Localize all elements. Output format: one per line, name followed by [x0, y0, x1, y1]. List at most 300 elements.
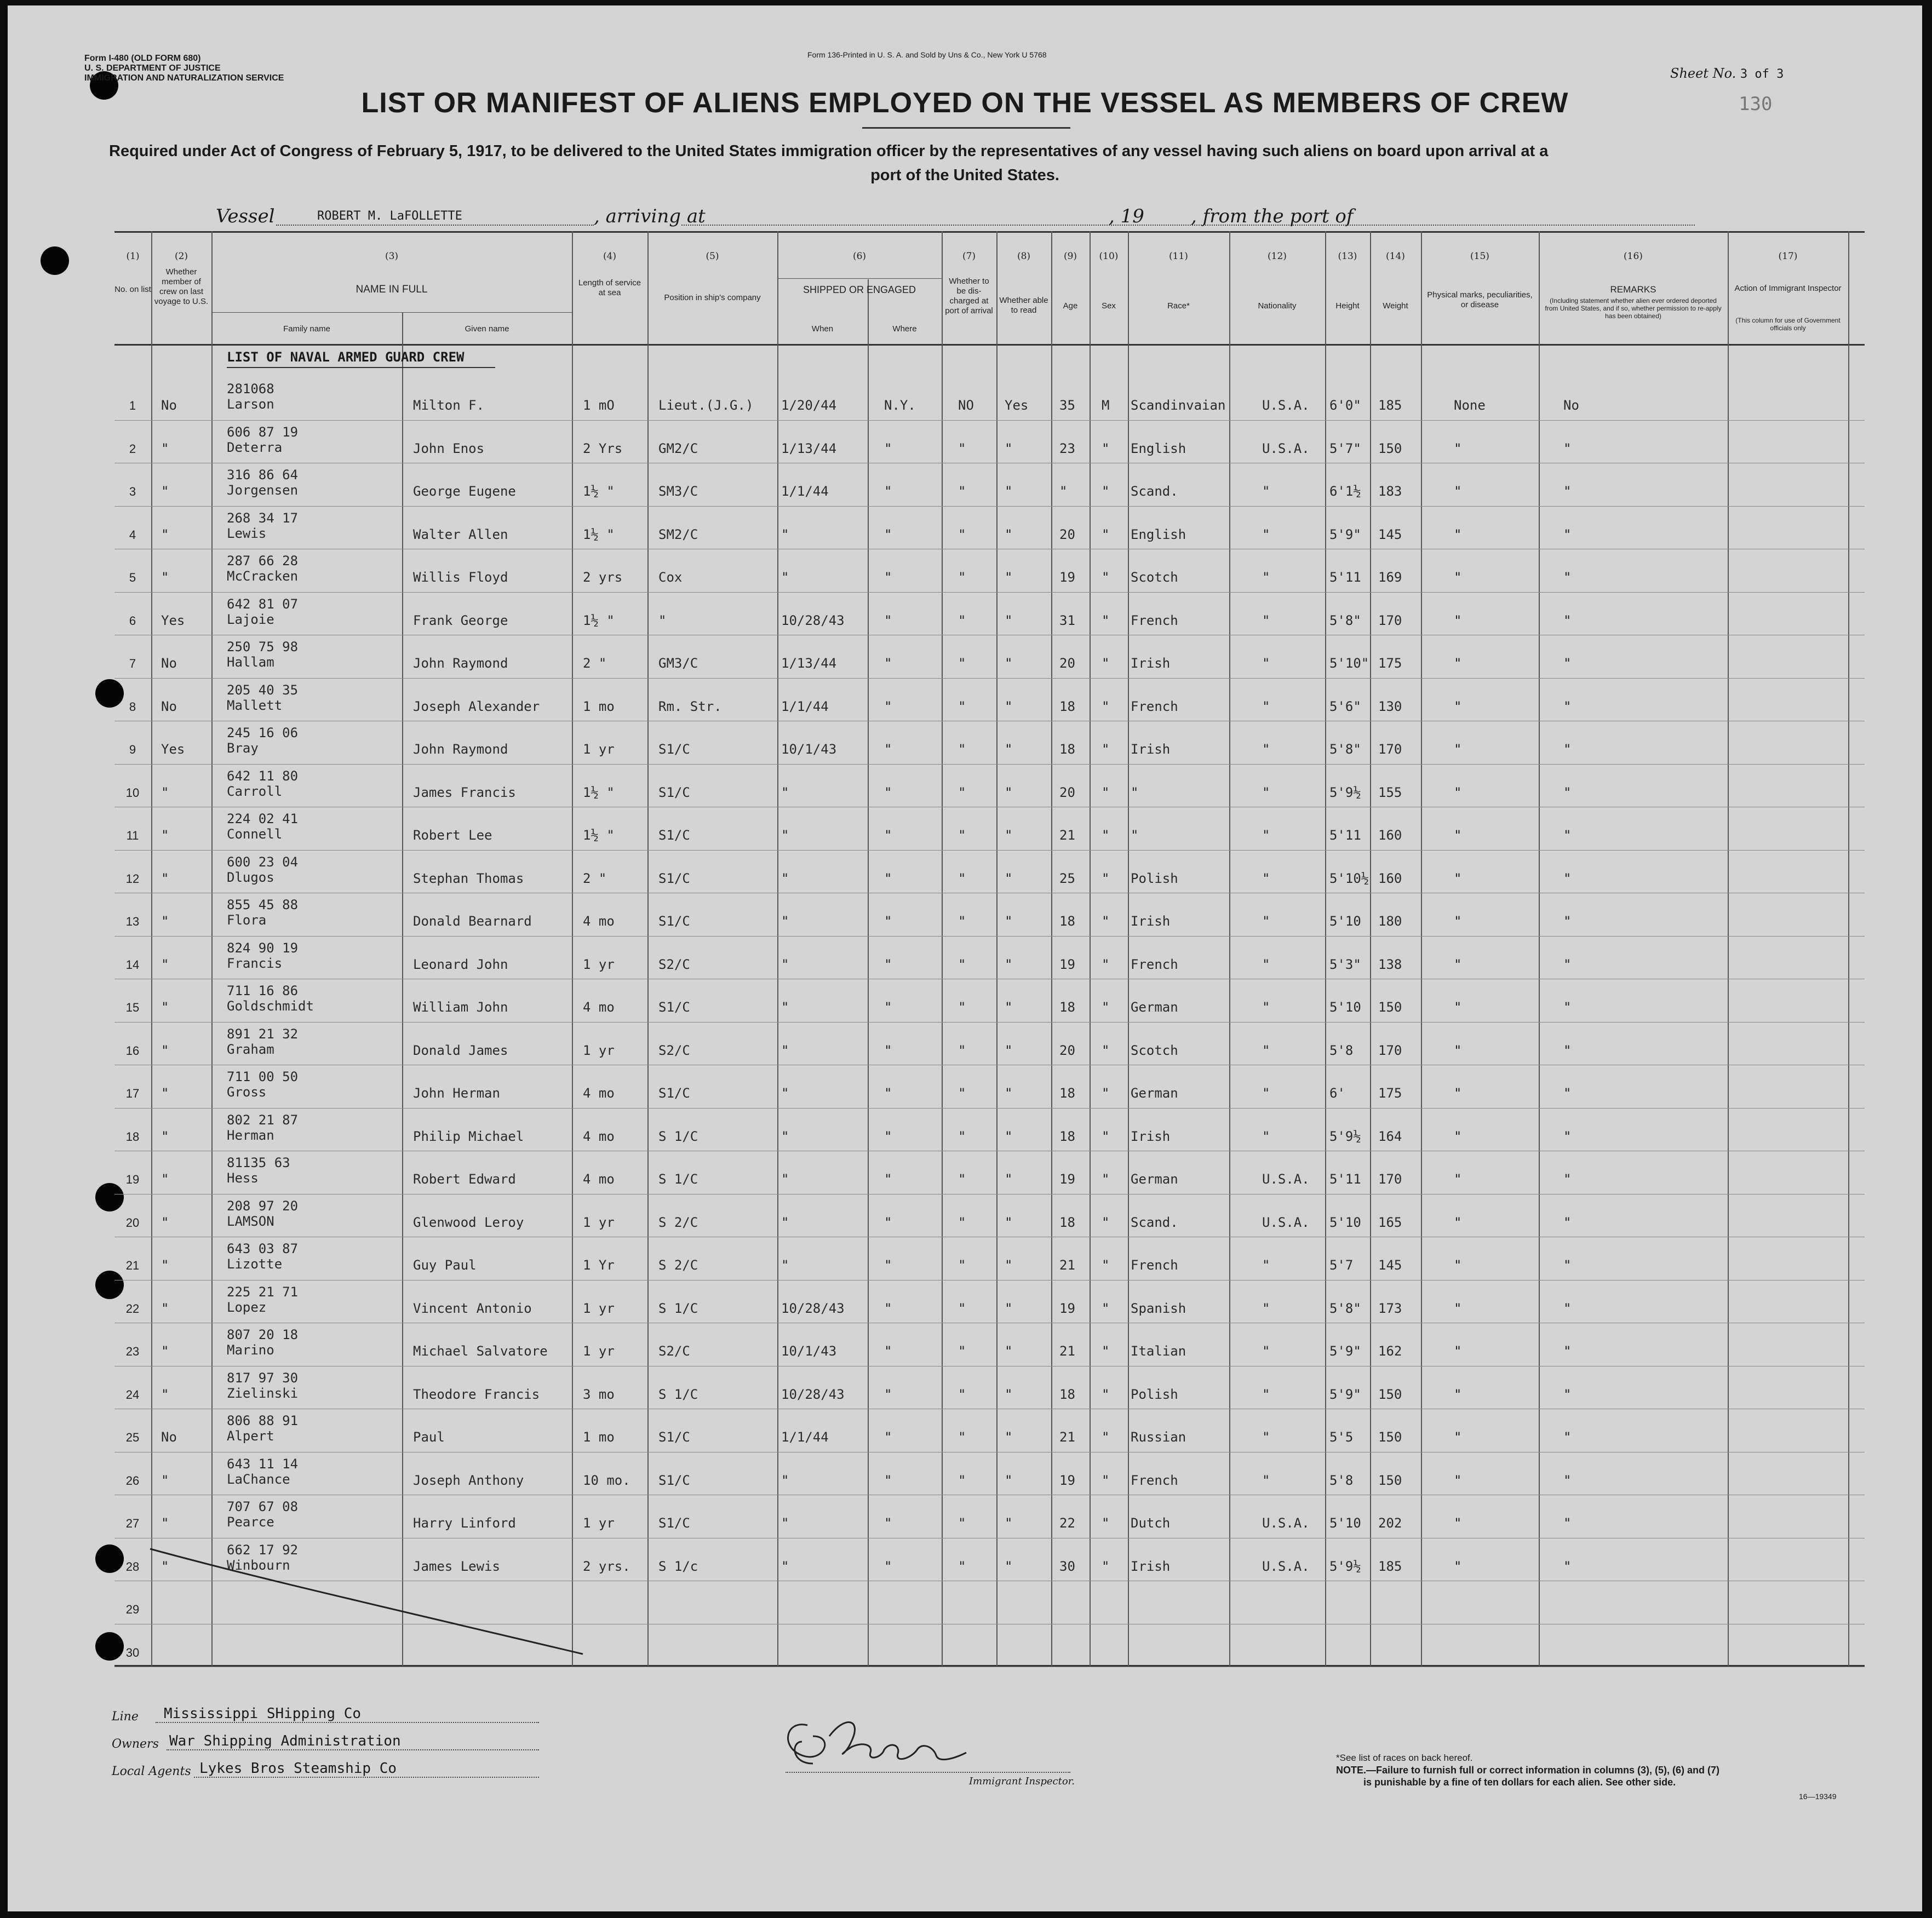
- col-6-number: (6): [852, 251, 867, 262]
- family-name-cell: Carroll: [227, 783, 283, 799]
- height-cell: 5'7": [1329, 440, 1361, 456]
- able-to-read-cell: ": [1005, 1214, 1013, 1230]
- column-rule: [1421, 231, 1422, 1666]
- position-cell: SM3/C: [658, 484, 698, 499]
- service-number-cell: 316 86 64: [227, 467, 299, 483]
- family-name-cell: Flora: [227, 912, 267, 928]
- physical-marks-cell: ": [1454, 484, 1462, 499]
- shipped-place-cell: ": [884, 484, 892, 499]
- shipped-place-cell: ": [884, 828, 892, 843]
- row-number: 16: [125, 1043, 140, 1058]
- col-11-number: (11): [1169, 251, 1188, 262]
- weight-cell: 150: [1378, 1000, 1402, 1015]
- discharge-cell: ": [958, 1042, 966, 1058]
- race-cell: Spanish: [1131, 1300, 1186, 1316]
- row-rule: [114, 764, 1865, 765]
- race-cell: Scotch: [1131, 570, 1178, 585]
- given-name-cell: Milton F.: [413, 398, 485, 413]
- col-5-heading: Position in ship's company: [664, 293, 761, 302]
- sex-cell: ": [1102, 784, 1110, 800]
- family-name-cell: Connell: [227, 826, 283, 842]
- sex-cell: ": [1102, 914, 1110, 929]
- remarks-cell: ": [1563, 1042, 1572, 1058]
- punch-hole: [95, 1183, 124, 1211]
- prev-voyage-cell: ": [161, 784, 169, 800]
- position-cell: S 1/C: [658, 1172, 698, 1187]
- age-cell: 23: [1059, 440, 1075, 456]
- nationality-cell: U.S.A.: [1262, 1172, 1310, 1187]
- able-to-read-cell: ": [1005, 526, 1013, 542]
- shipped-place-cell: ": [884, 1300, 892, 1316]
- line-rule: [156, 1722, 539, 1723]
- shipped-date-cell: 10/28/43: [781, 612, 845, 628]
- able-to-read-cell: ": [1005, 870, 1013, 886]
- nationality-cell: ": [1262, 1257, 1270, 1273]
- discharge-cell: ": [958, 440, 966, 456]
- nationality-cell: ": [1262, 698, 1270, 714]
- nationality-cell: ": [1262, 1000, 1270, 1015]
- able-to-read-cell: ": [1005, 1257, 1013, 1273]
- height-cell: 5'9½: [1329, 784, 1361, 800]
- able-to-read-cell: ": [1005, 656, 1013, 671]
- race-cell: Irish: [1131, 1558, 1171, 1574]
- height-cell: 5'7: [1329, 1257, 1354, 1273]
- height-cell: 5'9": [1329, 1343, 1361, 1359]
- family-name-cell: Hess: [227, 1170, 259, 1186]
- age-cell: 31: [1059, 612, 1075, 628]
- agents-rule: [194, 1777, 539, 1778]
- weight-cell: 180: [1378, 914, 1402, 929]
- weight-cell: 170: [1378, 1172, 1402, 1187]
- family-name-cell: Dlugos: [227, 869, 274, 885]
- sheet-stamp: 130: [1739, 93, 1773, 115]
- physical-marks-cell: ": [1454, 612, 1462, 628]
- given-name-cell: Joseph Anthony: [413, 1472, 524, 1488]
- height-cell: 5'10: [1329, 1214, 1361, 1230]
- age-cell: 35: [1059, 398, 1075, 413]
- height-cell: 5'8": [1329, 612, 1361, 628]
- sex-cell: ": [1102, 956, 1110, 972]
- prev-voyage-cell: ": [161, 1515, 169, 1531]
- col-5-number: (5): [706, 251, 719, 262]
- prev-voyage-cell: ": [161, 1472, 169, 1488]
- age-cell: 18: [1059, 698, 1075, 714]
- discharge-cell: ": [958, 784, 966, 800]
- service-length-cell: 1 mo: [583, 1429, 615, 1445]
- position-cell: ": [658, 612, 667, 628]
- service-number-cell: 205 40 35: [227, 682, 299, 698]
- nationality-cell: ": [1262, 1086, 1270, 1101]
- row-number: 19: [125, 1173, 140, 1186]
- physical-marks-cell: ": [1454, 1386, 1462, 1402]
- service-length-cell: 1 yr: [583, 956, 615, 972]
- race-cell: Polish: [1131, 1386, 1178, 1402]
- sex-cell: ": [1102, 698, 1110, 714]
- shipped-place-cell: ": [884, 612, 892, 628]
- height-cell: 5'10: [1329, 1000, 1361, 1015]
- column-rule: [868, 279, 869, 1666]
- age-cell: 20: [1059, 526, 1075, 542]
- inspector-label: Immigrant Inspector.: [969, 1776, 1075, 1787]
- remarks-cell: ": [1563, 526, 1572, 542]
- physical-marks-cell: ": [1454, 1128, 1462, 1144]
- shipped-date-cell: ": [781, 784, 789, 800]
- able-to-read-cell: ": [1005, 1343, 1013, 1359]
- race-cell: English: [1131, 440, 1186, 456]
- able-to-read-cell: ": [1005, 440, 1013, 456]
- race-cell: ": [1131, 784, 1139, 800]
- position-cell: S 1/c: [658, 1558, 698, 1574]
- shipped-date-cell: 10/1/43: [781, 1343, 837, 1359]
- given-name-cell: William John: [413, 1000, 508, 1015]
- subtitle-line: Required under Act of Congress of February 5, 1917, to be delivered to the United States immigration officer by the representatives of any vessel having such aliens on board upon arrival at a: [109, 142, 1549, 160]
- agents-label: Local Agents: [112, 1765, 191, 1778]
- remarks-cell: ": [1563, 1128, 1572, 1144]
- manifest-sheet: [8, 5, 1922, 1911]
- position-cell: S 1/C: [658, 1386, 698, 1402]
- height-cell: 5'10: [1329, 1515, 1361, 1531]
- prev-voyage-cell: ": [161, 1343, 169, 1359]
- shipped-place-cell: ": [884, 914, 892, 929]
- service-length-cell: 1½ ": [583, 484, 615, 499]
- age-cell: 18: [1059, 1386, 1075, 1402]
- given-name-cell: John Raymond: [413, 656, 508, 671]
- age-cell: 22: [1059, 1515, 1075, 1531]
- race-cell: German: [1131, 1086, 1178, 1101]
- department-line: U. S. DEPARTMENT OF JUSTICE: [84, 64, 221, 73]
- able-to-read-cell: Yes: [1005, 398, 1029, 413]
- document-title: LIST OR MANIFEST OF ALIENS EMPLOYED ON THE VESSEL AS MEMBERS OF CREW: [361, 87, 1569, 119]
- position-cell: S1/C: [658, 742, 690, 757]
- weight-cell: 170: [1378, 1042, 1402, 1058]
- col-3-number: (3): [385, 251, 399, 262]
- age-cell: 19: [1059, 1300, 1075, 1316]
- given-name-cell: Robert Lee: [413, 828, 492, 843]
- weight-cell: 165: [1378, 1214, 1402, 1230]
- discharge-cell: ": [958, 656, 966, 671]
- sex-cell: ": [1102, 1515, 1110, 1531]
- sex-cell: ": [1102, 484, 1110, 499]
- family-name-cell: Lajoie: [227, 611, 274, 627]
- sex-cell: ": [1102, 1257, 1110, 1273]
- age-cell: 19: [1059, 570, 1075, 585]
- col-9-number: (9): [1063, 251, 1077, 262]
- given-name-cell: Walter Allen: [413, 526, 508, 542]
- sheet-label: Sheet No.: [1670, 66, 1736, 81]
- age-cell: 19: [1059, 1472, 1075, 1488]
- given-name-cell: Donald James: [413, 1042, 508, 1058]
- sex-cell: ": [1102, 870, 1110, 886]
- family-name-cell: Pearce: [227, 1514, 274, 1530]
- family-name-cell: Lewis: [227, 525, 267, 541]
- penalty-note-continued: is punishable by a fine of ten dollars for each alien. See other side.: [1363, 1777, 1676, 1788]
- discharge-cell: ": [958, 612, 966, 628]
- discharge-cell: ": [958, 1128, 966, 1144]
- weight-cell: 164: [1378, 1128, 1402, 1144]
- service-length-cell: 1 yr: [583, 742, 615, 757]
- shipped-date-cell: ": [781, 870, 789, 886]
- service-number-cell: 824 90 19: [227, 940, 299, 956]
- row-number: 18: [125, 1129, 140, 1144]
- age-cell: 18: [1059, 1128, 1075, 1144]
- given-name-cell: John Raymond: [413, 742, 508, 757]
- nationality-cell: U.S.A.: [1262, 398, 1310, 413]
- age-cell: 18: [1059, 742, 1075, 757]
- column-rule: [1728, 231, 1729, 1666]
- nationality-cell: ": [1262, 1343, 1270, 1359]
- physical-marks-cell: ": [1454, 1300, 1462, 1316]
- prev-voyage-cell: ": [161, 1086, 169, 1101]
- sex-cell: ": [1102, 1558, 1110, 1574]
- row-number: 4: [129, 527, 136, 542]
- remarks-cell: ": [1563, 870, 1572, 886]
- prev-voyage-cell: ": [161, 484, 169, 499]
- col-17-heading: Action of Immigrant Inspector: [1734, 284, 1842, 293]
- discharge-cell: ": [958, 1257, 966, 1273]
- race-cell: Irish: [1131, 1128, 1171, 1144]
- able-to-read-cell: ": [1005, 742, 1013, 757]
- given-name-cell: Donald Bearnard: [413, 914, 532, 929]
- service-length-cell: 4 mo: [583, 1000, 615, 1015]
- remarks-cell: ": [1563, 828, 1572, 843]
- race-cell: French: [1131, 1257, 1178, 1273]
- discharge-cell: ": [958, 1086, 966, 1101]
- age-cell: 18: [1059, 914, 1075, 929]
- able-to-read-cell: ": [1005, 1300, 1013, 1316]
- sex-cell: M: [1102, 398, 1110, 413]
- shipped-place-cell: ": [884, 1515, 892, 1531]
- race-cell: French: [1131, 956, 1178, 972]
- row-number: 22: [125, 1301, 140, 1316]
- physical-marks-cell: ": [1454, 1086, 1462, 1101]
- sex-cell: ": [1102, 1429, 1110, 1445]
- height-cell: 5'10½: [1329, 870, 1369, 886]
- column-rule: [211, 231, 213, 1666]
- position-cell: S1/C: [658, 1515, 690, 1531]
- weight-cell: 175: [1378, 1086, 1402, 1101]
- row-number: 7: [129, 657, 136, 670]
- weight-cell: 185: [1378, 398, 1402, 413]
- col-2-number: (2): [174, 251, 188, 262]
- row-number: 15: [125, 1001, 140, 1014]
- service-length-cell: 2 yrs.: [583, 1558, 630, 1574]
- sex-cell: ": [1102, 1042, 1110, 1058]
- shipped-place-cell: ": [884, 1472, 892, 1488]
- height-cell: 5'6": [1329, 698, 1361, 714]
- able-to-read-cell: ": [1005, 1042, 1013, 1058]
- inspector-rule: [786, 1772, 1070, 1773]
- given-name-cell: Frank George: [413, 612, 508, 628]
- weight-cell: 138: [1378, 956, 1402, 972]
- weight-cell: 162: [1378, 1343, 1402, 1359]
- col-9-heading: Age: [1063, 301, 1078, 311]
- race-cell: French: [1131, 698, 1178, 714]
- col-1-heading: No. on list: [114, 285, 151, 294]
- row-number: 12: [125, 871, 140, 886]
- remarks-cell: ": [1563, 1515, 1572, 1531]
- shipped-place-cell: ": [884, 1086, 892, 1101]
- nationality-cell: ": [1262, 1042, 1270, 1058]
- form-code: Form I-480 (OLD FORM 680): [84, 54, 201, 63]
- remarks-cell: ": [1563, 1000, 1572, 1015]
- discharge-cell: NO: [958, 398, 974, 413]
- service-number-cell: 245 16 06: [227, 725, 299, 740]
- sex-cell: ": [1102, 1128, 1110, 1144]
- shipped-place-cell: ": [884, 1558, 892, 1574]
- race-cell: Polish: [1131, 870, 1178, 886]
- weight-cell: 160: [1378, 828, 1402, 843]
- given-name-heading: Given name: [465, 324, 509, 334]
- family-name-cell: Francis: [227, 955, 283, 971]
- race-cell: Irish: [1131, 656, 1171, 671]
- row-number: 2: [129, 441, 136, 456]
- prev-voyage-cell: ": [161, 1386, 169, 1402]
- service-number-cell: 662 17 92: [227, 1542, 299, 1558]
- row-number: 6: [129, 613, 136, 628]
- nationality-cell: ": [1262, 526, 1270, 542]
- service-number-cell: 707 67 08: [227, 1499, 299, 1514]
- given-name-cell: Paul: [413, 1429, 445, 1445]
- shipped-place-cell: ": [884, 656, 892, 671]
- row-number: 24: [125, 1387, 140, 1402]
- position-cell: S1/C: [658, 784, 690, 800]
- discharge-cell: ": [958, 484, 966, 499]
- service-length-cell: 1 yr: [583, 1214, 615, 1230]
- row-rule: [114, 1108, 1865, 1109]
- position-cell: S1/C: [658, 870, 690, 886]
- weight-cell: 145: [1378, 526, 1402, 542]
- column-rule: [151, 231, 152, 1666]
- remarks-cell: ": [1563, 1257, 1572, 1273]
- shipped-date-cell: 1/1/44: [781, 484, 829, 499]
- physical-marks-cell: ": [1454, 1558, 1462, 1574]
- given-name-cell: Guy Paul: [413, 1257, 477, 1273]
- weight-cell: 160: [1378, 870, 1402, 886]
- prev-voyage-cell: ": [161, 956, 169, 972]
- punch-hole: [41, 246, 69, 275]
- prev-voyage-cell: ": [161, 1000, 169, 1015]
- physical-marks-cell: ": [1454, 784, 1462, 800]
- service-number-cell: 281068: [227, 381, 274, 397]
- height-cell: 5'10": [1329, 656, 1369, 671]
- shipped-date-cell: 1/13/44: [781, 656, 837, 671]
- sex-cell: ": [1102, 440, 1110, 456]
- height-cell: 5'9": [1329, 1386, 1361, 1402]
- nationality-cell: U.S.A.: [1262, 440, 1310, 456]
- physical-marks-cell: ": [1454, 1515, 1462, 1531]
- col-16-heading: REMARKS: [1610, 284, 1656, 295]
- prev-voyage-cell: ": [161, 1042, 169, 1058]
- position-cell: SM2/C: [658, 526, 698, 542]
- service-number-cell: 806 88 91: [227, 1413, 299, 1428]
- family-name-cell: Lizotte: [227, 1256, 283, 1272]
- remarks-cell: ": [1563, 1172, 1572, 1187]
- punch-hole: [95, 1271, 124, 1299]
- service-number-cell: 817 97 30: [227, 1370, 299, 1386]
- nationality-cell: ": [1262, 484, 1270, 499]
- shipped-place-cell: ": [884, 526, 892, 542]
- service-length-cell: 1½ ": [583, 784, 615, 800]
- form-block: [84, 54, 284, 83]
- weight-cell: 150: [1378, 1386, 1402, 1402]
- age-cell: ": [1059, 484, 1068, 499]
- col-1-number: (1): [126, 251, 140, 262]
- race-cell: German: [1131, 1000, 1178, 1015]
- shipped-place-cell: ": [884, 1000, 892, 1015]
- where-heading: Where: [892, 324, 917, 334]
- race-cell: Scand.: [1131, 484, 1178, 499]
- penalty-note: NOTE.—Failure to furnish full or correct information in columns (3), (5), (6) and (7): [1336, 1765, 1720, 1776]
- col-8-heading: Whether able to read: [999, 296, 1048, 315]
- shipped-place-cell: ": [884, 1042, 892, 1058]
- col-15-number: (15): [1470, 251, 1489, 262]
- family-name-cell: Graham: [227, 1041, 274, 1057]
- weight-cell: 130: [1378, 698, 1402, 714]
- service-length-cell: 1 yr: [583, 1515, 615, 1531]
- subtitle-line: port of the United States.: [870, 166, 1059, 184]
- remarks-cell: ": [1563, 784, 1572, 800]
- service-number-cell: 855 45 88: [227, 897, 299, 912]
- able-to-read-cell: ": [1005, 1000, 1013, 1015]
- remarks-cell: ": [1563, 1558, 1572, 1574]
- height-cell: 5'5: [1329, 1429, 1354, 1445]
- column-rule: [1325, 231, 1326, 1666]
- weight-cell: 183: [1378, 484, 1402, 499]
- shipped-date-cell: ": [781, 570, 789, 585]
- service-number-cell: 225 21 71: [227, 1284, 299, 1300]
- weight-cell: 150: [1378, 1472, 1402, 1488]
- race-cell: Scandinvaian: [1131, 398, 1226, 413]
- col-12-heading: Nationality: [1258, 301, 1297, 311]
- shipped-place-cell: ": [884, 1257, 892, 1273]
- able-to-read-cell: ": [1005, 1128, 1013, 1144]
- service-number-cell: 643 11 14: [227, 1456, 299, 1472]
- row-number: 3: [129, 485, 136, 498]
- row-number: 23: [125, 1345, 140, 1358]
- table-top-rule: [114, 231, 1865, 233]
- age-cell: 21: [1059, 1257, 1075, 1273]
- race-cell: Dutch: [1131, 1515, 1171, 1531]
- able-to-read-cell: ": [1005, 956, 1013, 972]
- shipped-place-cell: ": [884, 956, 892, 972]
- family-name-cell: Hallam: [227, 654, 274, 670]
- nationality-cell: U.S.A.: [1262, 1515, 1310, 1531]
- height-cell: 5'3": [1329, 956, 1361, 972]
- physical-marks-cell: ": [1454, 1429, 1462, 1445]
- service-number-cell: 643 03 87: [227, 1241, 299, 1256]
- col-16-note: (Including statement whether alien ever ordered deported from United States, and if so, whether permission to re-apply has been obtained): [1545, 297, 1722, 320]
- position-cell: S2/C: [658, 956, 690, 972]
- height-cell: 6'1½: [1329, 484, 1361, 499]
- service-length-cell: 4 mo: [583, 1172, 615, 1187]
- col-11-heading: Race*: [1167, 301, 1190, 311]
- line-value: Mississippi SHipping Co: [164, 1705, 362, 1722]
- nationality-cell: ": [1262, 1300, 1270, 1316]
- column-rule: [1539, 231, 1540, 1666]
- physical-marks-cell: ": [1454, 1343, 1462, 1359]
- column-rule: [942, 231, 943, 1666]
- shipped-date-cell: 1/1/44: [781, 1429, 829, 1445]
- physical-marks-cell: ": [1454, 914, 1462, 929]
- physical-marks-cell: ": [1454, 570, 1462, 585]
- from-port-label: , from the port of: [1191, 205, 1354, 227]
- service-number-cell: 600 23 04: [227, 854, 299, 870]
- physical-marks-cell: ": [1454, 656, 1462, 671]
- discharge-cell: ": [958, 698, 966, 714]
- physical-marks-cell: None: [1454, 398, 1486, 413]
- position-cell: GM2/C: [658, 440, 698, 456]
- shipped-place-cell: ": [884, 570, 892, 585]
